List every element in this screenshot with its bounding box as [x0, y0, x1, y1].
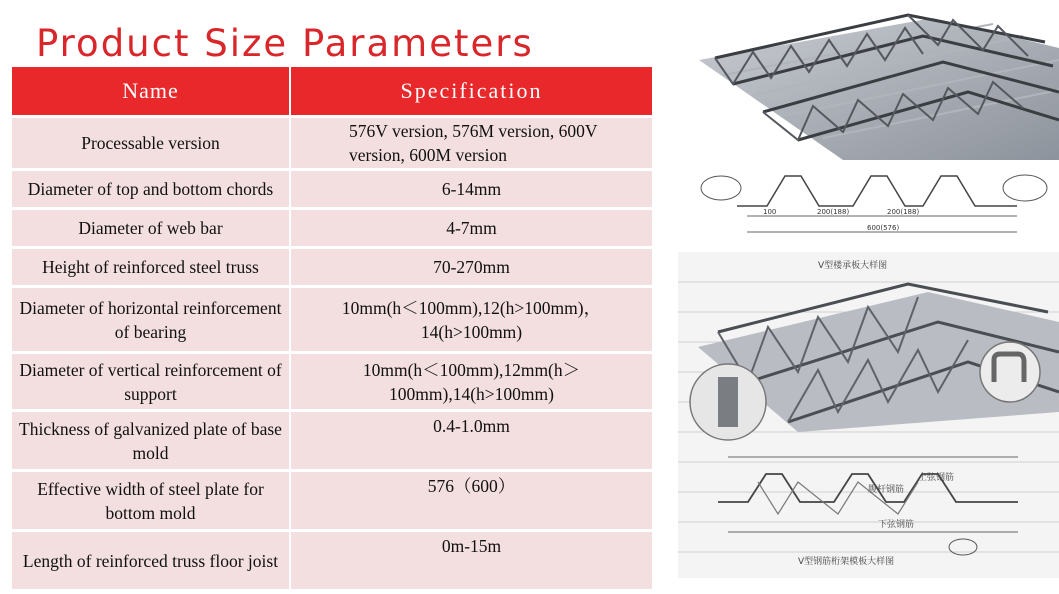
- parameters-table: [12, 67, 652, 592]
- table-row: [12, 471, 652, 531]
- row-name: Diameter of web bar: [12, 209, 290, 248]
- row-name: Diameter of vertical reinforcement of support: [12, 353, 290, 411]
- row-spec: 4-7mm: [290, 209, 652, 248]
- truss-detail-drawing: [678, 252, 1059, 578]
- table-row: [12, 209, 652, 248]
- dim-200b-label: 200(188): [887, 208, 920, 216]
- table-header-row: [12, 67, 652, 117]
- combined-caption-top: V型楼承板大样图: [818, 261, 888, 271]
- row-spec: 0.4-1.0mm: [290, 411, 652, 471]
- row-spec: 576（600）: [290, 471, 652, 531]
- table-row: [12, 287, 652, 353]
- row-spec: 10mm(h＜100mm),12(h>100mm)，14(h>100mm): [290, 287, 652, 353]
- top-chord-label: 上弦钢筋: [918, 473, 955, 483]
- table-row: [12, 170, 652, 209]
- row-name: Effective width of steel plate for bottom mold: [12, 471, 290, 531]
- row-name: Height of reinforced steel truss: [12, 248, 290, 287]
- row-name: Diameter of horizontal reinforcement of bearing: [12, 287, 290, 353]
- dim-200-label: 200(188): [817, 208, 850, 216]
- dim-total-label: 600(576): [867, 224, 900, 232]
- row-name: Diameter of top and bottom chords: [12, 170, 290, 209]
- table-row: [12, 411, 652, 471]
- row-spec: 0m-15m: [290, 531, 652, 591]
- row-spec: 576V version, 576M version, 600V version, 600M version: [290, 117, 652, 170]
- table-row: [12, 117, 652, 170]
- row-name: Processable version: [12, 117, 290, 170]
- table-row: [12, 531, 652, 591]
- header-specification: Specification: [290, 67, 652, 117]
- page-title: Product Size Parameters: [36, 22, 534, 65]
- row-spec: 6-14mm: [290, 170, 652, 209]
- row-spec: 70-270mm: [290, 248, 652, 287]
- combined-caption-bottom: V型钢筋桁架模板大样图: [798, 557, 895, 567]
- web-bar-label: 腹杆钢筋: [868, 485, 905, 495]
- header-name: Name: [12, 67, 290, 117]
- truss-deck-render-image: [693, 0, 1059, 165]
- deck-section-drawing: [697, 166, 1059, 250]
- dim-100-label: 100: [763, 208, 777, 216]
- row-name: Length of reinforced truss floor joist: [12, 531, 290, 591]
- table-row: [12, 353, 652, 411]
- table-row: [12, 248, 652, 287]
- bottom-chord-label: 下弦钢筋: [878, 520, 915, 530]
- truss-detail-graphic: [678, 252, 1059, 578]
- row-spec: 10mm(h＜100mm),12mm(h＞100mm),14(h>100mm): [290, 353, 652, 411]
- row-name: Thickness of galvanized plate of base mold: [12, 411, 290, 471]
